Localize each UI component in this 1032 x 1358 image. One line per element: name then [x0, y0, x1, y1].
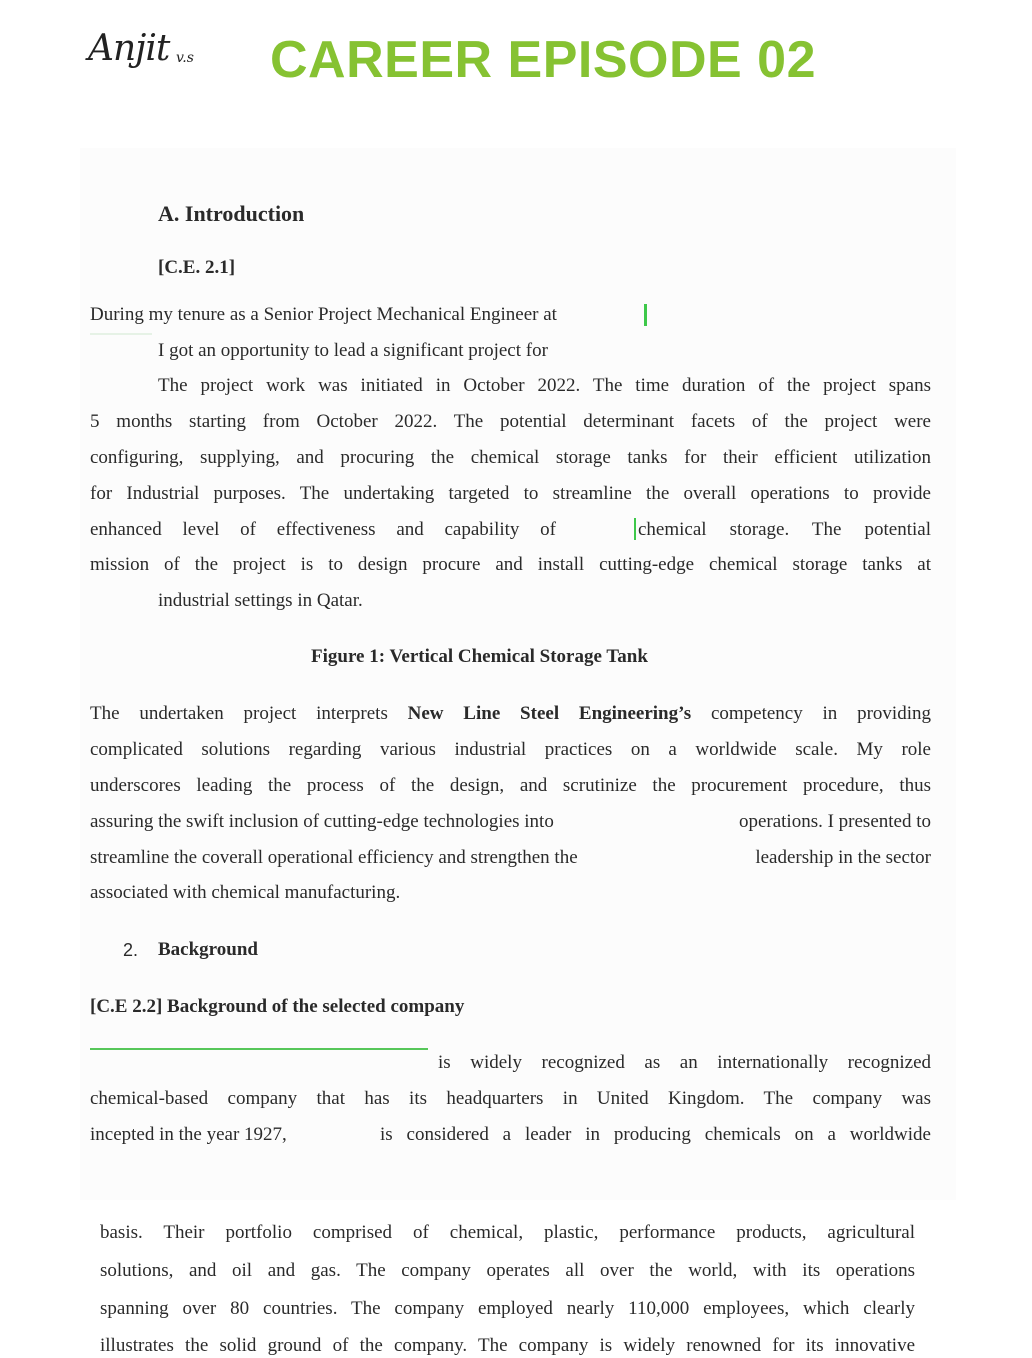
paragraph-line: leadership in the sector — [755, 847, 931, 868]
paragraph-line: basis. Their portfolio comprised of chemical, plastic, performance products, agricultural — [100, 1222, 915, 1243]
paragraph-line: I got an opportunity to lead a significant project for — [158, 340, 548, 361]
paragraph-line: enhanced level of effectiveness and capability of — [90, 519, 556, 540]
paragraph-line: chemical-based company that has its headquarters in United Kingdom. The company was — [90, 1088, 931, 1109]
paragraph-line: assuring the swift inclusion of cutting-edge technologies into — [90, 811, 554, 832]
page-title: CAREER EPISODE 02 — [270, 31, 816, 89]
paragraph-line: complicated solutions regarding various industrial practices on a worldwide scale. My role — [90, 739, 931, 760]
paragraph-line: streamline the coverall operational efficiency and strengthen the — [90, 847, 578, 868]
text-run: The undertaken project interprets — [90, 703, 388, 724]
ce-heading-2-2: [C.E 2.2] Background of the selected company — [90, 996, 465, 1017]
paragraph-line: mission of the project is to design procure and install cutting-edge chemical storage tanks at — [90, 554, 931, 575]
paragraph-line: chemical storage. The potential — [638, 519, 931, 540]
text-run: competency in providing — [710, 703, 931, 724]
paragraph-line: is considered a leader in producing chemicals on a worldwide — [380, 1124, 931, 1145]
paragraph-line: incepted in the year 1927, — [90, 1124, 287, 1145]
section-heading-background: Background — [158, 939, 258, 960]
list-number: 2. — [123, 940, 139, 960]
paragraph-line: is widely recognized as an internationally recognized — [438, 1052, 931, 1073]
text-cursor-marker — [644, 304, 647, 326]
company-name: New Line Steel Engineering’s — [407, 703, 692, 724]
paragraph-line: configuring, supplying, and procuring the chemical storage tanks for their efficient utilization — [90, 447, 931, 468]
signature-name: Anjit — [88, 28, 170, 69]
section-heading-introduction: A. Introduction — [158, 201, 305, 226]
paragraph-line: The project work was initiated in October 2022. The time duration of the project spans — [158, 375, 931, 396]
paragraph-line: associated with chemical manufacturing. — [90, 882, 401, 903]
paragraph-line: for Industrial purposes. The undertaking targeted to streamline the overall operations to provide — [90, 483, 931, 504]
paragraph-line: During my tenure as a Senior Project Mechanical Engineer at — [90, 304, 557, 325]
paragraph-line: 5 months starting from October 2022. The potential determinant facets of the project were — [90, 411, 931, 432]
signature-suffix: v.s — [176, 50, 194, 66]
redaction-underline — [90, 333, 152, 335]
paragraph-line: spanning over 80 countries. The company employed nearly 110,000 employees, which clearly — [100, 1298, 915, 1319]
figure-caption: Figure 1: Vertical Chemical Storage Tank — [311, 646, 648, 667]
paragraph-line — [90, 702, 931, 726]
author-signature — [88, 28, 218, 88]
ce-label-2-1: [C.E. 2.1] — [158, 257, 236, 278]
paragraph-line: illustrates the solid ground of the company. The company is widely renowned for its innovative — [100, 1335, 915, 1356]
paragraph-line: operations. I presented to — [738, 811, 931, 832]
paragraph-line: solutions, and oil and gas. The company operates all over the world, with its operations — [100, 1260, 915, 1281]
redaction-underline — [90, 1048, 428, 1050]
paragraph-line: underscores leading the process of the design, and scrutinize the procurement procedure, thus — [90, 775, 931, 796]
paragraph-line: industrial settings in Qatar. — [158, 590, 363, 611]
text-cursor-marker — [634, 518, 636, 540]
